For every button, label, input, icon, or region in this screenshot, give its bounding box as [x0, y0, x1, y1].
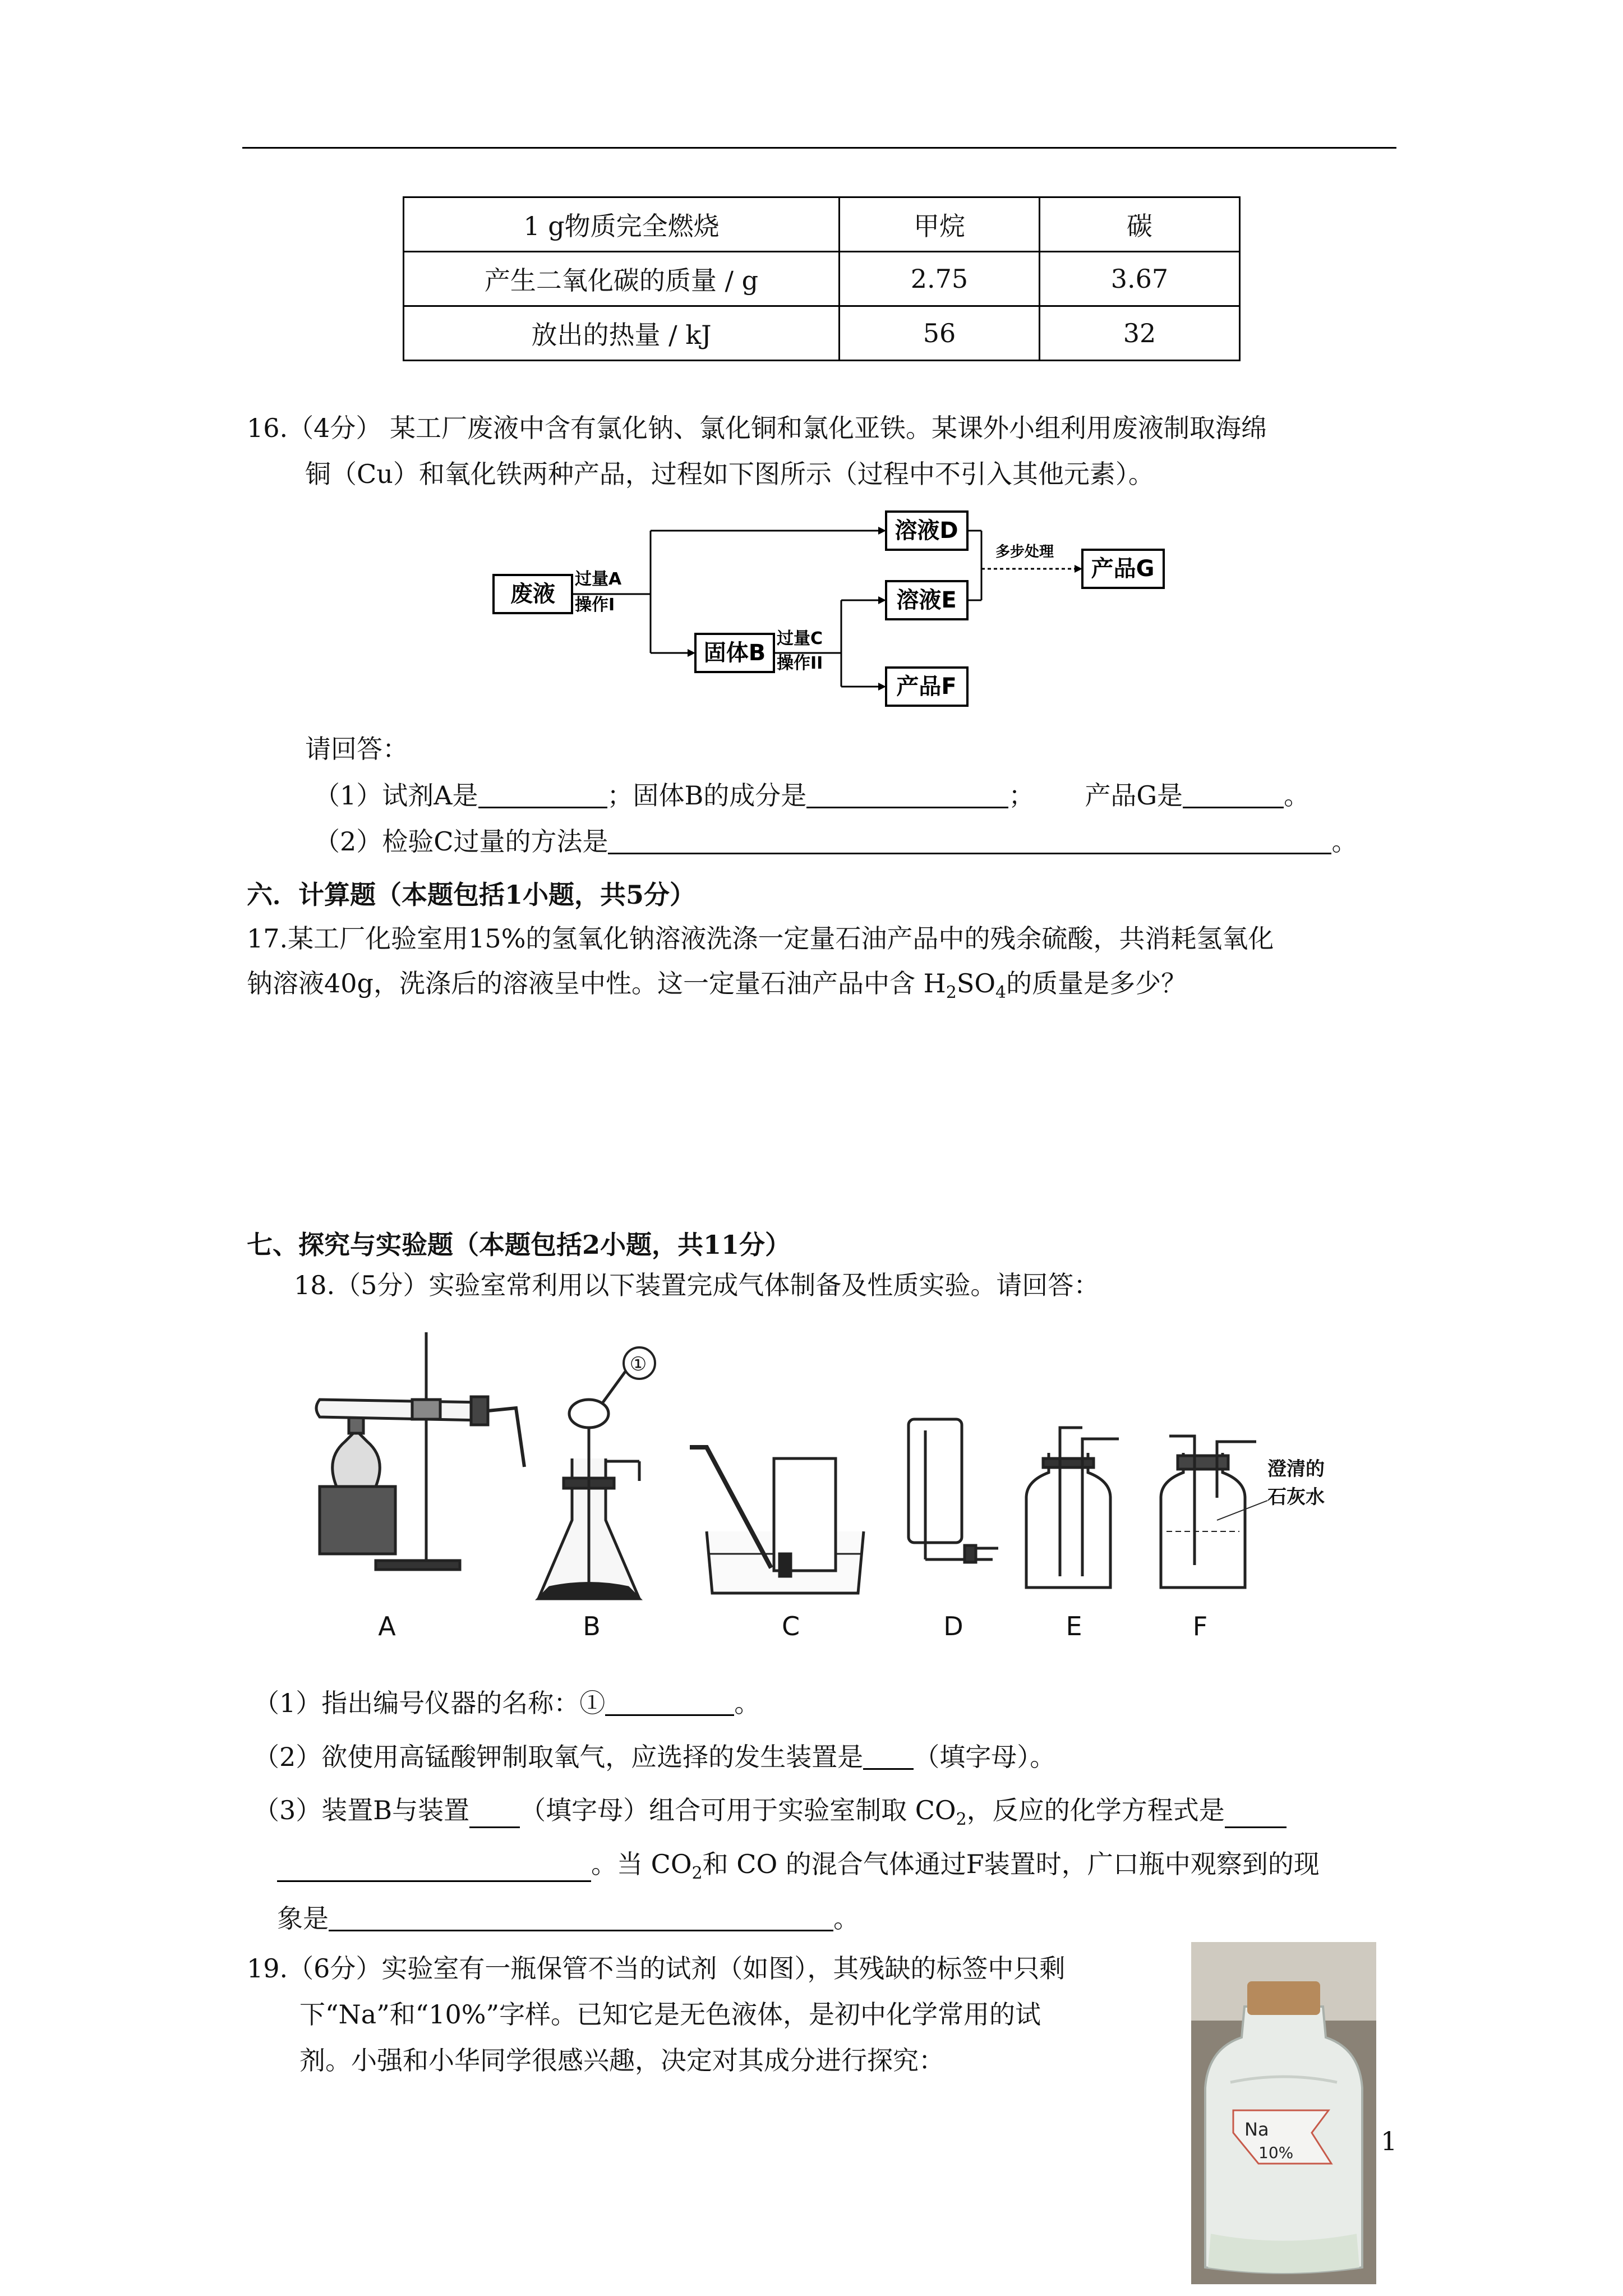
answer-blank	[863, 1743, 914, 1770]
product-f-label: 产品F	[896, 674, 957, 700]
table-cell: 2.75	[840, 252, 1040, 306]
q19-line2: 下“Na”和“10%”字样。已知它是无色液体，是初中化学常用的试	[299, 1999, 1041, 2030]
multi-step-label: 多步处理	[995, 544, 1054, 560]
table-cell: 碳	[1040, 197, 1240, 252]
limewater-label-line1: 澄清的	[1267, 1458, 1325, 1480]
answer-blank	[806, 782, 1008, 808]
q16-line1: 16.（4分） 某工厂废液中含有氯化钠、氯化铜和氯化亚铁。某课外小组利用废液制取海绵	[247, 413, 1267, 443]
section6-heading: 六．计算题（本题包括1小题，共5分）	[247, 880, 696, 910]
answer-blank	[608, 828, 1331, 854]
table-row	[404, 197, 1240, 252]
q18-sub3: （3）装置B与装置 （填字母）组合可用于实验室制取 $CO_2$，反应的化学方程式是	[253, 1797, 1287, 1828]
q19-line3: 剂。小强和小华同学很感兴趣，决定对其成分进行探究：	[299, 2045, 944, 2076]
table-cell: 56	[840, 306, 1040, 361]
table-row	[404, 306, 1240, 361]
bottle-label-percent: 10%	[1258, 2143, 1294, 2162]
q17-line2: 钠溶液40g，洗涤后的溶液呈中性。这一定量石油产品中含 $H_2SO_4$的质量是多少？	[247, 968, 1187, 1003]
process-flow-diagram	[482, 499, 1178, 718]
page-number: 1	[1381, 2126, 1398, 2156]
table-row	[404, 252, 1240, 306]
step1-top-label: 过量A	[575, 569, 622, 589]
table-cell: 32	[1040, 306, 1240, 361]
q18-sub3-cont: 。当 $CO_2$和 CO 的混合气体通过F装置时，广口瓶中观察到的现	[277, 1851, 1320, 1882]
table-cell: 甲烷	[840, 197, 1040, 252]
apparatus-b	[538, 1347, 655, 1599]
limewater-label-line2: 石灰水	[1267, 1486, 1325, 1508]
q16-line2: 铜（Cu）和氧化铁两种产品，过程如下图所示（过程中不引入其他元素）。	[305, 459, 1154, 489]
q18-intro: 18.（5分）实验室常利用以下装置完成气体制备及性质实验。请回答：	[294, 1270, 1100, 1300]
table-cell: 1 g物质完全燃烧	[404, 197, 840, 252]
marker-label: ①	[629, 1353, 647, 1375]
apparatus-label-e: E	[1066, 1611, 1082, 1641]
section7-heading: 七、探究与实验题（本题包括2小题，共11分）	[247, 1230, 791, 1260]
apparatus-e	[1026, 1428, 1119, 1588]
apparatus-label-a: A	[378, 1611, 396, 1641]
solution-e-label: 溶液E	[896, 587, 957, 613]
apparatus-d	[909, 1419, 998, 1562]
apparatus-f	[1161, 1436, 1267, 1588]
q18-sub1: （1）指出编号仪器的名称：① 。	[253, 1688, 760, 1718]
answer-blank	[478, 782, 607, 808]
step2-top-label: 过量C	[777, 629, 823, 648]
apparatus-a	[316, 1332, 524, 1570]
apparatus-c	[690, 1447, 864, 1593]
answer-blank	[469, 1802, 520, 1828]
table-cell: 产生二氧化碳的质量 / g	[404, 252, 840, 306]
solid-b-label: 固体B	[703, 640, 766, 666]
q19-line1: 19.（6分）实验室有一瓶保管不当的试剂（如图），其残缺的标签中只剩	[247, 1953, 1066, 1984]
header-rule	[242, 147, 1396, 149]
reagent-bottle-photo	[1191, 1942, 1376, 2284]
answer-blank	[1225, 1802, 1287, 1828]
answer-blank	[329, 1905, 833, 1931]
apparatus-label-b: B	[583, 1611, 601, 1641]
q17-line1: 17.某工厂化验室用15%的氢氧化钠溶液洗涤一定量石油产品中的残余硫酸，共消耗氢氧化	[247, 923, 1274, 954]
step2-bottom-label: 操作II	[777, 654, 823, 673]
waste-label: 废液	[510, 581, 555, 607]
q18-sub3-end: 象是 。	[277, 1903, 859, 1934]
bottle-label-na: Na	[1244, 2119, 1269, 2140]
q16-sub2: （2）检验C过量的方法是 。	[314, 826, 1358, 857]
apparatus-label-c: C	[781, 1611, 800, 1641]
lab-apparatus-figure	[303, 1318, 1346, 1655]
q16-prompt: 请回答：	[305, 734, 408, 764]
answer-blank	[277, 1856, 591, 1882]
answer-blank	[605, 1690, 734, 1716]
solution-d-label: 溶液D	[895, 518, 958, 544]
q18-sub2: （2）欲使用高锰酸钾制取氧气，应选择的发生装置是 （填字母）。	[253, 1742, 1056, 1772]
table-cell: 3.67	[1040, 252, 1240, 306]
apparatus-label-d: D	[943, 1611, 963, 1641]
apparatus-label-f: F	[1192, 1611, 1208, 1641]
table-cell: 放出的热量 / kJ	[404, 306, 840, 361]
product-g-label: 产品G	[1091, 556, 1155, 582]
combustion-table	[403, 196, 1241, 361]
answer-blank	[1183, 782, 1284, 808]
step1-bottom-label: 操作I	[575, 595, 615, 615]
q16-sub1: （1）试剂A是 ；固体B的成分是 ； 产品G是 。	[314, 780, 1310, 811]
